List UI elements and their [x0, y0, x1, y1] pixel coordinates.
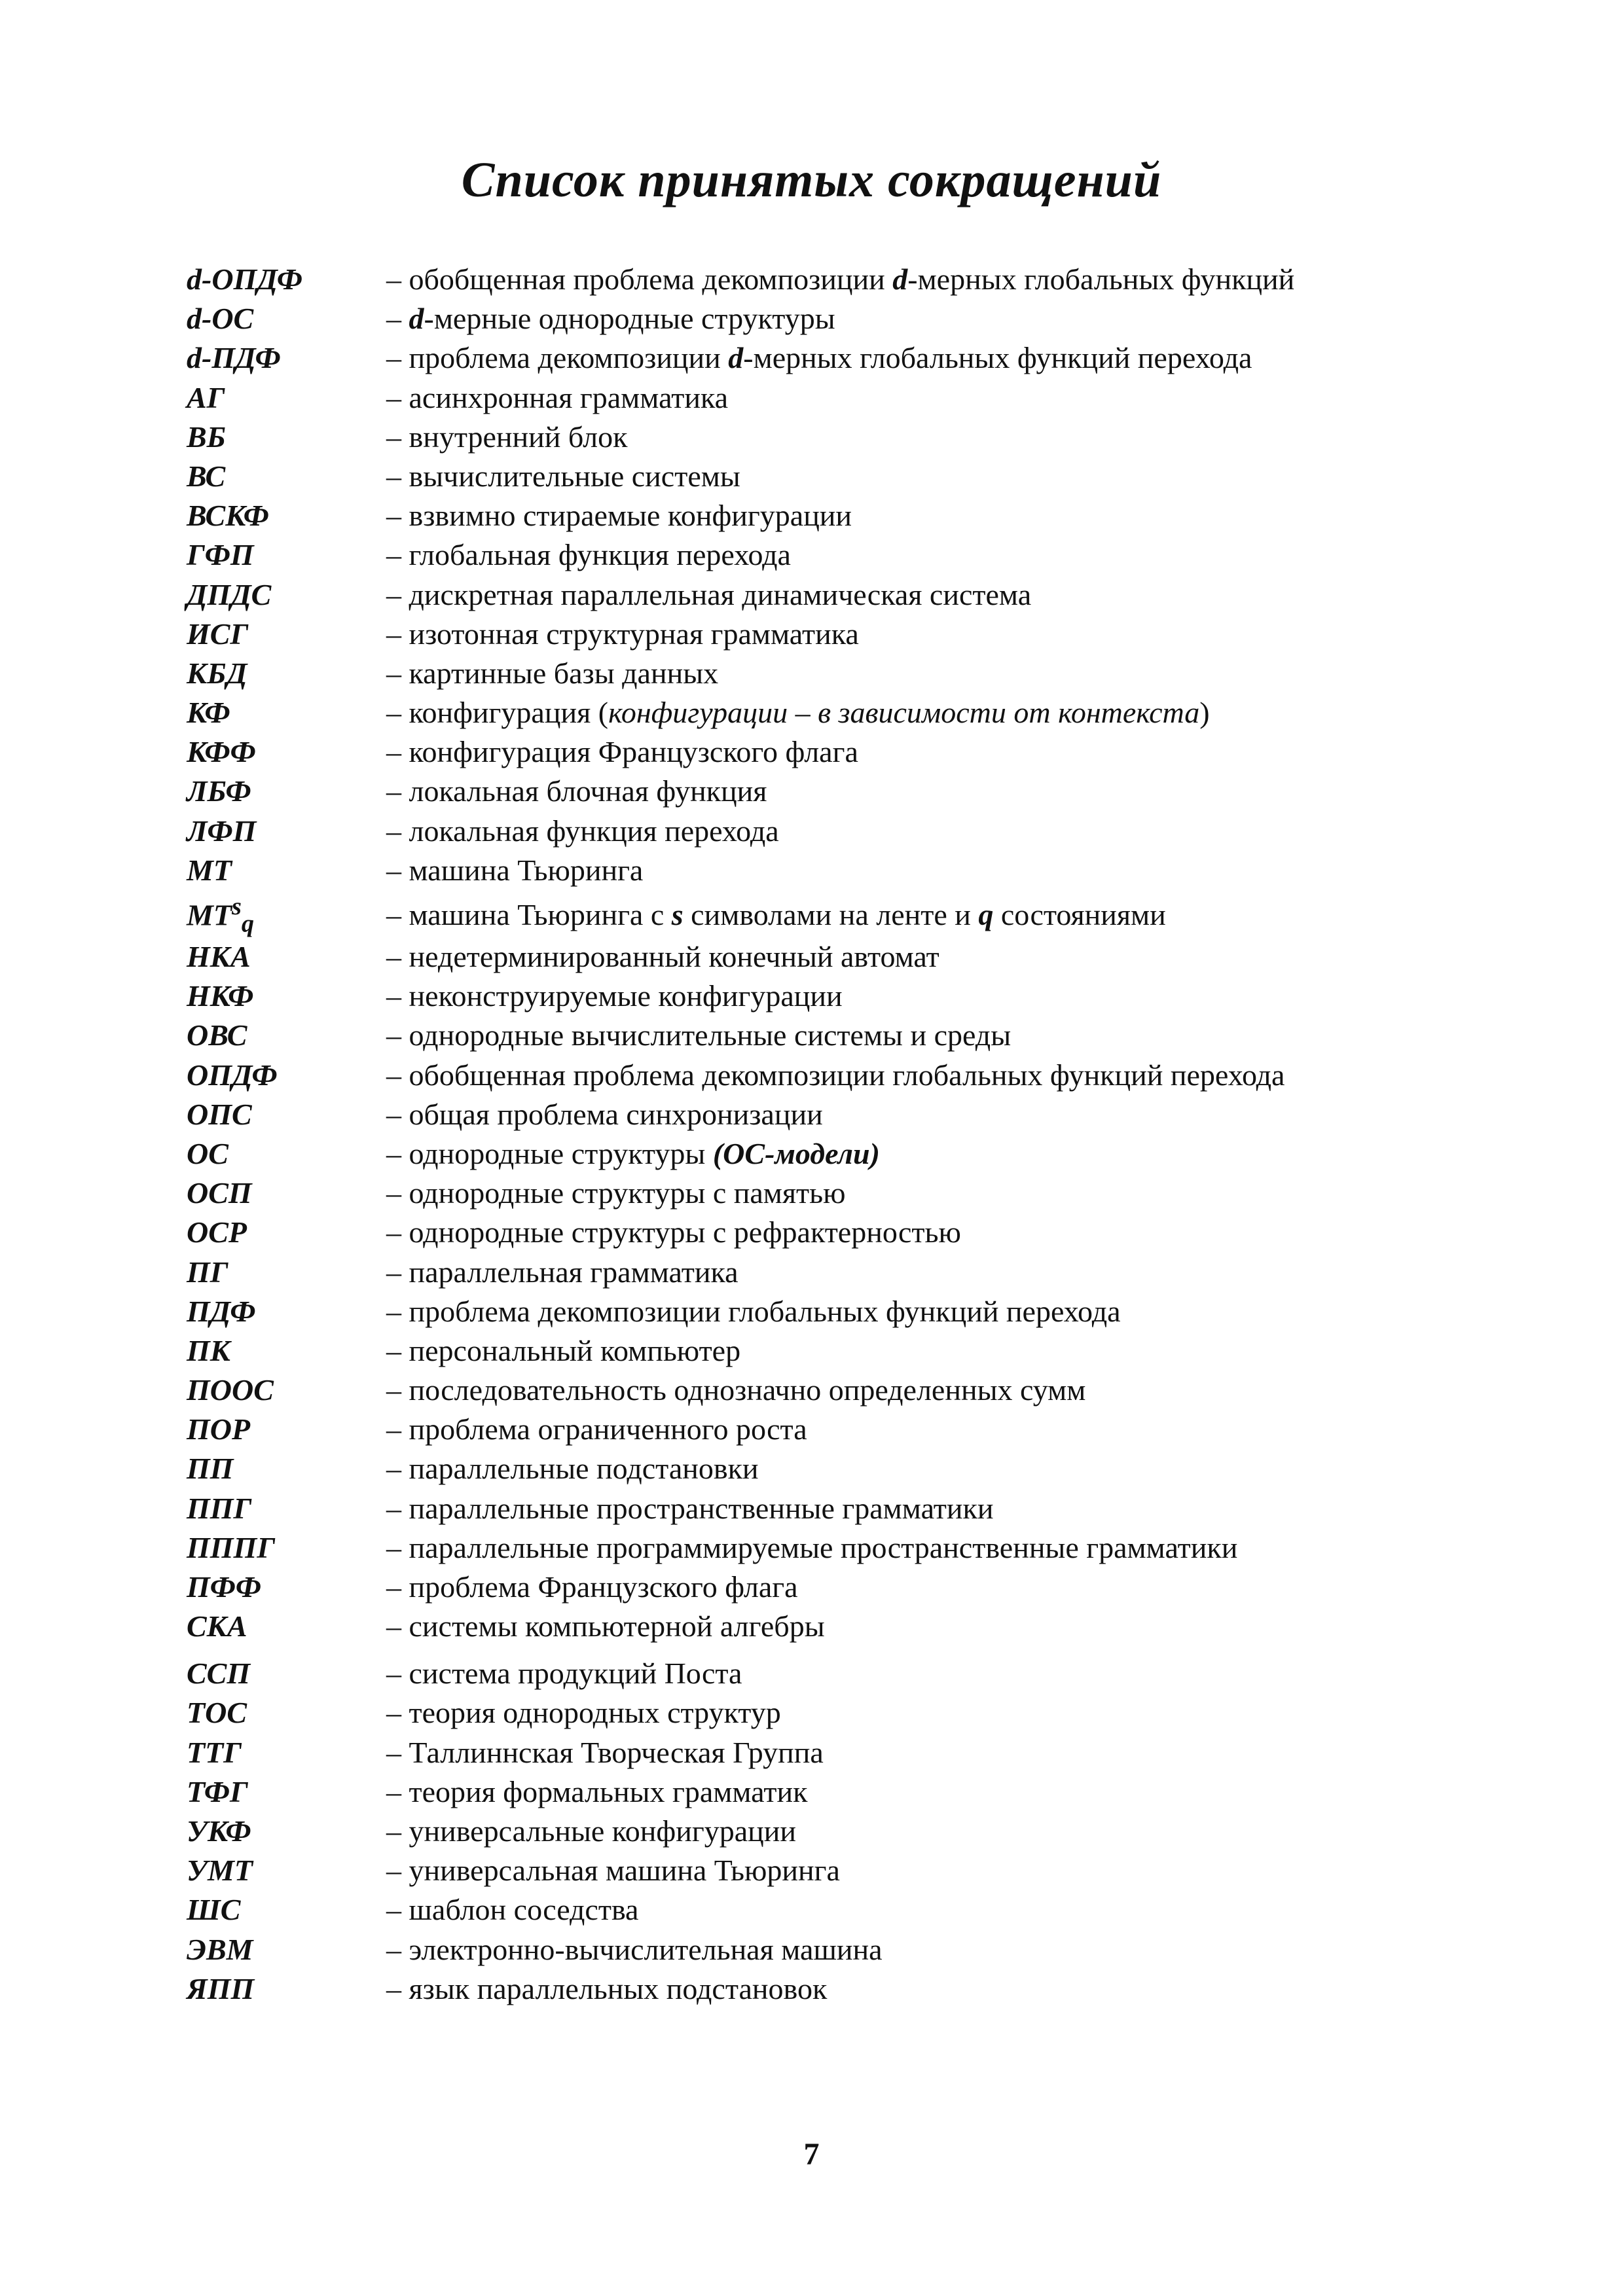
list-item [187, 1412, 1470, 1451]
abbreviation: ССП [187, 1657, 251, 1691]
list-item [187, 734, 1470, 774]
list-item [187, 1656, 1470, 1695]
abbreviation: ОПС [187, 1097, 252, 1131]
definition: – однородные структуры (ОС-модели) [386, 1136, 880, 1170]
definition: – однородные вычислительные системы и среды [386, 1018, 1012, 1052]
list-item [187, 1333, 1470, 1372]
definition: – шаблон соседства [386, 1893, 639, 1927]
definition: – машина Тьюринга [386, 853, 644, 887]
definition: – параллельная грамматика [386, 1255, 739, 1289]
definition: – локальная функция перехода [386, 814, 779, 848]
definition: – взвимно стираемые конфигурации [386, 499, 852, 533]
list-item [187, 1932, 1470, 1971]
list-item [187, 1058, 1470, 1097]
list-item [187, 617, 1470, 656]
list-item [187, 459, 1470, 498]
abbreviation: КБД [187, 656, 247, 690]
definition: – глобальная функция перехода [386, 538, 791, 572]
definition: – вычислительные системы [386, 459, 740, 493]
list-item [187, 262, 1470, 301]
abbreviation: ОСП [187, 1176, 252, 1210]
definition: – проблема декомпозиции глобальных функций перехода [386, 1294, 1121, 1328]
definition: – электронно-вычислительная машина [386, 1932, 883, 1966]
list-item [187, 1892, 1470, 1931]
definition: – универсальная машина Тьюринга [386, 1854, 840, 1888]
abbreviation: ОС [187, 1136, 228, 1170]
abbreviation: ПК [187, 1333, 230, 1367]
definition: – обобщенная проблема декомпозиции d-мерных глобальных функций [386, 262, 1295, 296]
list-item [187, 1451, 1470, 1490]
list-item [187, 1853, 1470, 1892]
definition: – последовательность однозначно определенных сумм [386, 1373, 1086, 1407]
list-item [187, 1136, 1470, 1175]
definition: – теория формальных грамматик [386, 1774, 808, 1808]
abbreviation: МТ [187, 853, 232, 887]
definition: – машина Тьюринга с s символами на ленте и q состояниями [386, 898, 1166, 932]
abbreviation: УМТ [187, 1854, 253, 1888]
abbreviation: НКФ [187, 979, 254, 1013]
list-item [187, 380, 1470, 420]
list-item [187, 1530, 1470, 1570]
definition: – картинные базы данных [386, 656, 719, 690]
list-item [187, 340, 1470, 380]
abbreviation: КФ [187, 696, 230, 730]
definition: – система продукций Поста [386, 1657, 742, 1691]
abbreviation: ПООС [187, 1373, 274, 1407]
abbreviation: ЛБФ [187, 774, 251, 808]
abbreviation: АГ [187, 380, 225, 414]
list-item [187, 1215, 1470, 1254]
definition: – проблема ограниченного роста [386, 1412, 807, 1446]
list-item [187, 1372, 1470, 1412]
definition: – асинхронная грамматика [386, 380, 729, 414]
abbreviation: ПФФ [187, 1570, 261, 1604]
abbreviation: ТТГ [187, 1735, 242, 1769]
list-item [187, 1735, 1470, 1774]
list-item [187, 1774, 1470, 1814]
definition: – локальная блочная функция [386, 774, 767, 808]
list-item [187, 774, 1470, 813]
list-item [187, 1695, 1470, 1734]
abbreviation: ПДФ [187, 1294, 256, 1328]
list-item [187, 577, 1470, 617]
definition: – однородные структуры с рефрактерностью [386, 1215, 961, 1249]
definition: – обобщенная проблема декомпозиции глобальных функций перехода [386, 1058, 1285, 1092]
definition: – параллельные программируемые пространственные грамматики [386, 1530, 1238, 1564]
definition: – Таллиннская Творческая Группа [386, 1735, 824, 1769]
list-item [187, 656, 1470, 695]
page-title: Список принятых сокращений [461, 152, 1162, 207]
list-item [187, 814, 1470, 853]
abbreviation: $МТ^s_q$ [187, 893, 255, 938]
abbreviation: ППГ [187, 1491, 252, 1525]
list-item [187, 1609, 1470, 1656]
definition: – персональный компьютер [386, 1333, 741, 1367]
list-item [187, 1097, 1470, 1136]
abbreviation: ПППГ [187, 1530, 276, 1564]
definition: – внутренний блок [386, 420, 628, 454]
abbreviation: ПОР [187, 1412, 251, 1446]
abbreviation: ОСР [187, 1215, 247, 1249]
abbreviation: ТОС [187, 1696, 247, 1730]
definition: – параллельные подстановки [386, 1452, 759, 1486]
abbreviation: НКА [187, 940, 251, 973]
abbreviation: ОПДФ [187, 1058, 278, 1092]
list-item [187, 939, 1470, 978]
list-item [187, 1255, 1470, 1294]
abbreviation: ТФГ [187, 1774, 248, 1808]
definition: – изотонная структурная грамматика [386, 617, 859, 651]
definition: – неконструируемые конфигурации [386, 979, 843, 1013]
definition: – проблема декомпозиции d-мерных глобальных функций перехода [386, 341, 1252, 375]
abbreviation: ЯПП [187, 1971, 255, 2005]
abbreviation: d-ОС [187, 302, 254, 336]
list-item [187, 853, 1470, 892]
definition: – универсальные конфигурации [386, 1814, 796, 1848]
definition: – недетерминированный конечный автомат [386, 940, 939, 973]
abbreviation: ШС [187, 1893, 241, 1927]
list-item [187, 537, 1470, 577]
abbreviation: ВС [187, 459, 226, 493]
list-item [187, 1175, 1470, 1215]
abbreviation: d-ОПДФ [187, 262, 302, 296]
definition: – системы компьютерной алгебры [386, 1609, 825, 1643]
abbreviation: ДПДС [187, 577, 272, 611]
abbreviation: ВБ [187, 420, 226, 454]
definition: – дискретная параллельная динамическая система [386, 577, 1032, 611]
definition: – проблема Французского флага [386, 1570, 798, 1604]
definition: – язык параллельных подстановок [386, 1971, 828, 2005]
abbreviation: ЛФП [187, 814, 257, 848]
definition: – общая проблема синхронизации [386, 1097, 823, 1131]
list-item [187, 1814, 1470, 1853]
abbreviation: ОВС [187, 1018, 247, 1052]
abbreviation: УКФ [187, 1814, 251, 1848]
definition: – теория однородных структур [386, 1696, 781, 1730]
list-item [187, 1971, 1470, 2011]
abbreviation: СКА [187, 1609, 247, 1643]
abbreviation: ЭВМ [187, 1932, 253, 1966]
list-item [187, 301, 1470, 340]
abbreviation: ГФП [187, 538, 254, 572]
list-item [187, 1018, 1470, 1057]
definition: – однородные структуры с памятью [386, 1176, 846, 1210]
list-item [187, 498, 1470, 537]
definition: – конфигурация (конфигурации – в зависимости от контекста) [386, 696, 1210, 730]
list-item [187, 1570, 1470, 1609]
list-item [187, 1294, 1470, 1333]
list-item [187, 1491, 1470, 1530]
abbreviation: d-ПДФ [187, 341, 281, 375]
definition: – конфигурация Французского флага [386, 735, 858, 769]
definition: – параллельные пространственные грамматики [386, 1491, 994, 1525]
list-item [187, 978, 1470, 1018]
list-item [187, 892, 1470, 939]
abbreviation: ПГ [187, 1255, 228, 1289]
list-item [187, 695, 1470, 734]
page-number: 7 [803, 2137, 820, 2172]
abbreviation: КФФ [187, 735, 256, 769]
abbreviation-list [187, 262, 1470, 2011]
abbreviation: ВСКФ [187, 499, 269, 533]
definition: – d-мерные однородные структуры [386, 302, 835, 336]
abbreviation: ИСГ [187, 617, 249, 651]
abbreviation: ПП [187, 1452, 234, 1486]
list-item [187, 420, 1470, 459]
